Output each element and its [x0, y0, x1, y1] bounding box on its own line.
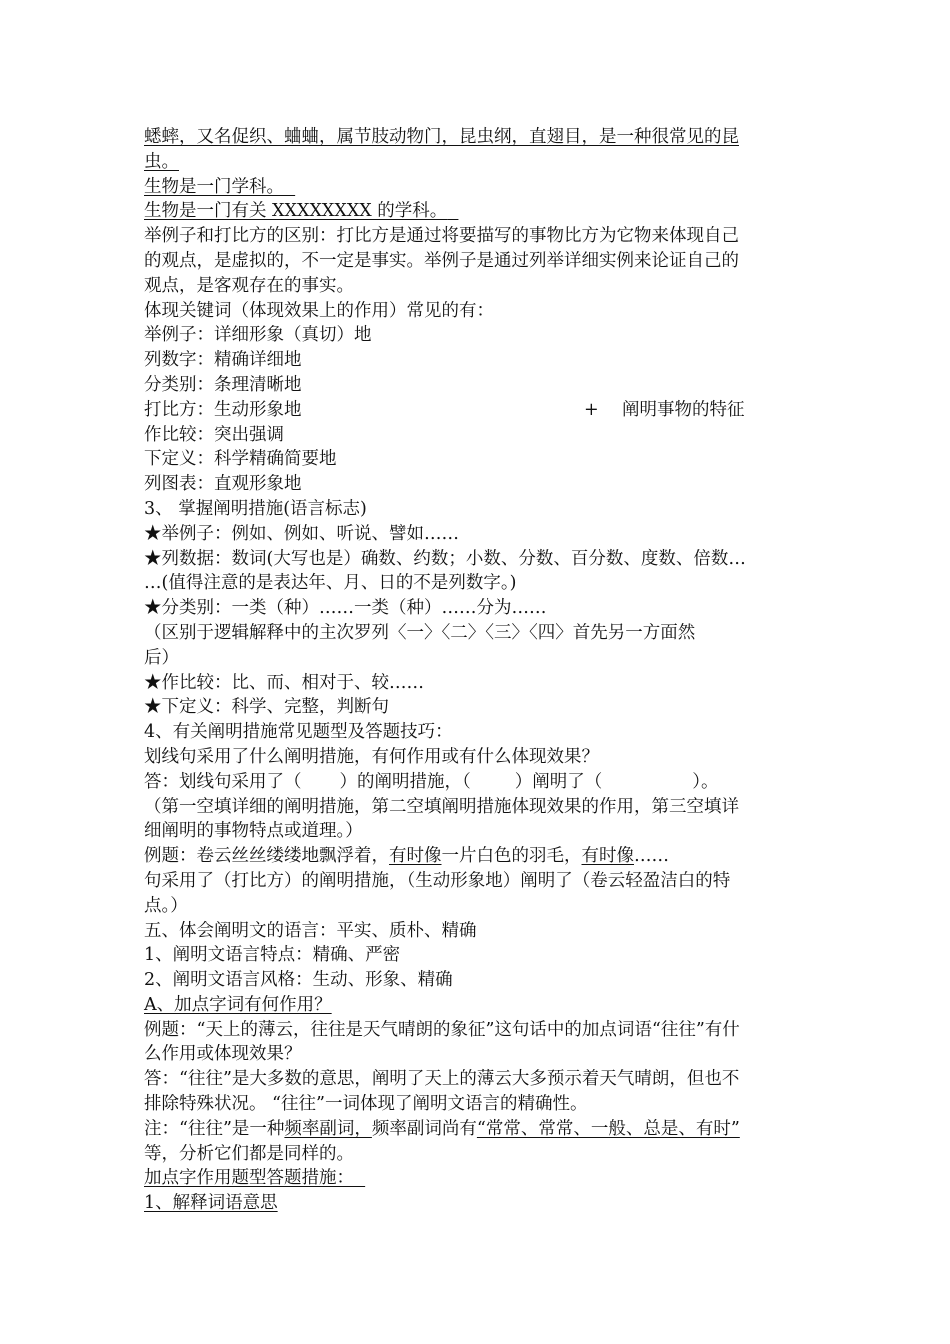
text-line: 生物是一门有关 XXXXXXXX 的学科。: [144, 201, 448, 222]
section-heading: 3、 掌握阐明措施(语言标志): [144, 498, 367, 519]
text-line: 细阐明的事物特点或道理。）: [144, 821, 363, 842]
text-line: 分类别：条理清晰地: [144, 374, 302, 395]
text-line: 2、阐明文语言风格：生动、形象、精确: [144, 970, 453, 991]
text-line: 作比较：突出强调: [144, 424, 284, 445]
underlined-text: “常常、常常、一般、总是、有时”: [476, 1118, 740, 1139]
text-line: 下定义：科学精确简要地: [144, 449, 337, 470]
subheading: 加点字作用题型答题措施：: [144, 1168, 354, 1189]
text-line: 虫。: [144, 151, 179, 172]
text-line: 排除特殊状况。 “往往”一词体现了阐明文语言的精确性。: [144, 1094, 588, 1115]
text-line: 答：“往往”是大多数的意思，阐明了天上的薄云大多预示着天气晴朗，但也不: [144, 1069, 740, 1090]
text-part: ……: [634, 846, 669, 867]
subheading: 1、解释词语意思: [144, 1193, 278, 1214]
answer-template: [144, 770, 814, 795]
text-part: ）。: [692, 771, 719, 792]
text-line: 的观点，是虚拟的，不一定是事实。举例子是通过列举详细实例来论证自己的: [144, 250, 739, 271]
underlined-text: 有时像: [581, 846, 634, 867]
text-line: ★举例子：例如、例如、听说、譬如……: [144, 523, 459, 544]
text-part: 注：“往往”是一种: [144, 1118, 285, 1139]
example-line: [144, 844, 814, 869]
text-line: 蟋蟀，又名促织、蛐蛐，属节肢动物门，昆虫纲，直翅目，是一种很常见的昆: [144, 127, 739, 147]
text-line: 句采用了（打比方）的阐明措施，（生动形象地）阐明了（卷云轻盈洁白的特: [144, 870, 731, 891]
text-line: ★分类别：一类（种）……一类（种）……分为……: [144, 598, 547, 619]
section-heading: 4、有关阐明措施常见题型及答题技巧：: [144, 722, 453, 743]
section-heading: 五、体会阐明文的语言：平实、质朴、精确: [144, 920, 477, 941]
text-line: 阐明事物的特征: [622, 399, 745, 420]
text-line: 体现关键词（体现效果上的作用）常见的有：: [144, 300, 494, 321]
text-line: 点。）: [144, 895, 188, 916]
text-line: 么作用或体现效果？: [144, 1044, 302, 1065]
text-line: 后）: [144, 647, 179, 668]
note-line: [144, 1117, 814, 1142]
text-line: 举例子和打比方的区别：打比方是通过将要描写的事物比方为它物来体现自己: [144, 226, 739, 247]
text-line: 列图表：直观形象地: [144, 474, 302, 495]
text-line: ★下定义：科学、完整，判断句: [144, 697, 389, 718]
subheading: A、加点字词有何作用？: [144, 994, 332, 1015]
text-line: 等，分析它们都是同样的。: [144, 1143, 354, 1164]
text-part: ）的阐明措施，（: [339, 771, 471, 792]
text-line: …(值得注意的是表达年、月、日的不是列数字。): [144, 573, 517, 594]
text-line: ★列数据：数词(大写也是）确数、约数；小数、分数、百分数、度数、倍数…: [144, 548, 746, 569]
plus-sign: +: [584, 399, 599, 420]
text-line: 举例子：详细形象（真切）地: [144, 325, 372, 346]
text-line: （区别于逻辑解释中的主次罗列〈一〉〈二〉〈三〉〈四〉首先另一方面然: [144, 622, 696, 643]
text-line: （第一空填详细的阐明措施，第二空填阐明措施体现效果的作用，第三空填详: [144, 796, 739, 817]
document-page: [144, 125, 814, 1216]
underlined-text: 有时像: [389, 846, 442, 867]
text-part: 答：划线句采用了（: [144, 771, 302, 792]
underlined-text: 频率副词，: [284, 1118, 372, 1139]
text-line: 生物是一门学科。: [144, 176, 284, 197]
text-line: ★作比较：比、而、相对于、较……: [144, 672, 424, 693]
text-line: 列数字：精确详细地: [144, 350, 302, 371]
text-line: 观点，是客观存在的事实。: [144, 275, 354, 296]
text-line: 1、阐明文语言特点：精确、严密: [144, 945, 401, 966]
text-line: 打比方：生动形象地: [144, 399, 302, 420]
text-line: 例题：“天上的薄云，往往是天气晴朗的象征”这句话中的加点词语“往往”有什: [144, 1019, 740, 1040]
text-part: 频率副词尚有: [371, 1118, 477, 1139]
text-part: ）阐明了（: [514, 771, 603, 792]
text-part: 一片白色的羽毛，: [441, 846, 582, 867]
text-part: 例题：卷云丝丝缕缕地飘浮着，: [144, 846, 389, 867]
text-line: 划线句采用了什么阐明措施，有何作用或有什么体现效果？: [144, 746, 599, 767]
